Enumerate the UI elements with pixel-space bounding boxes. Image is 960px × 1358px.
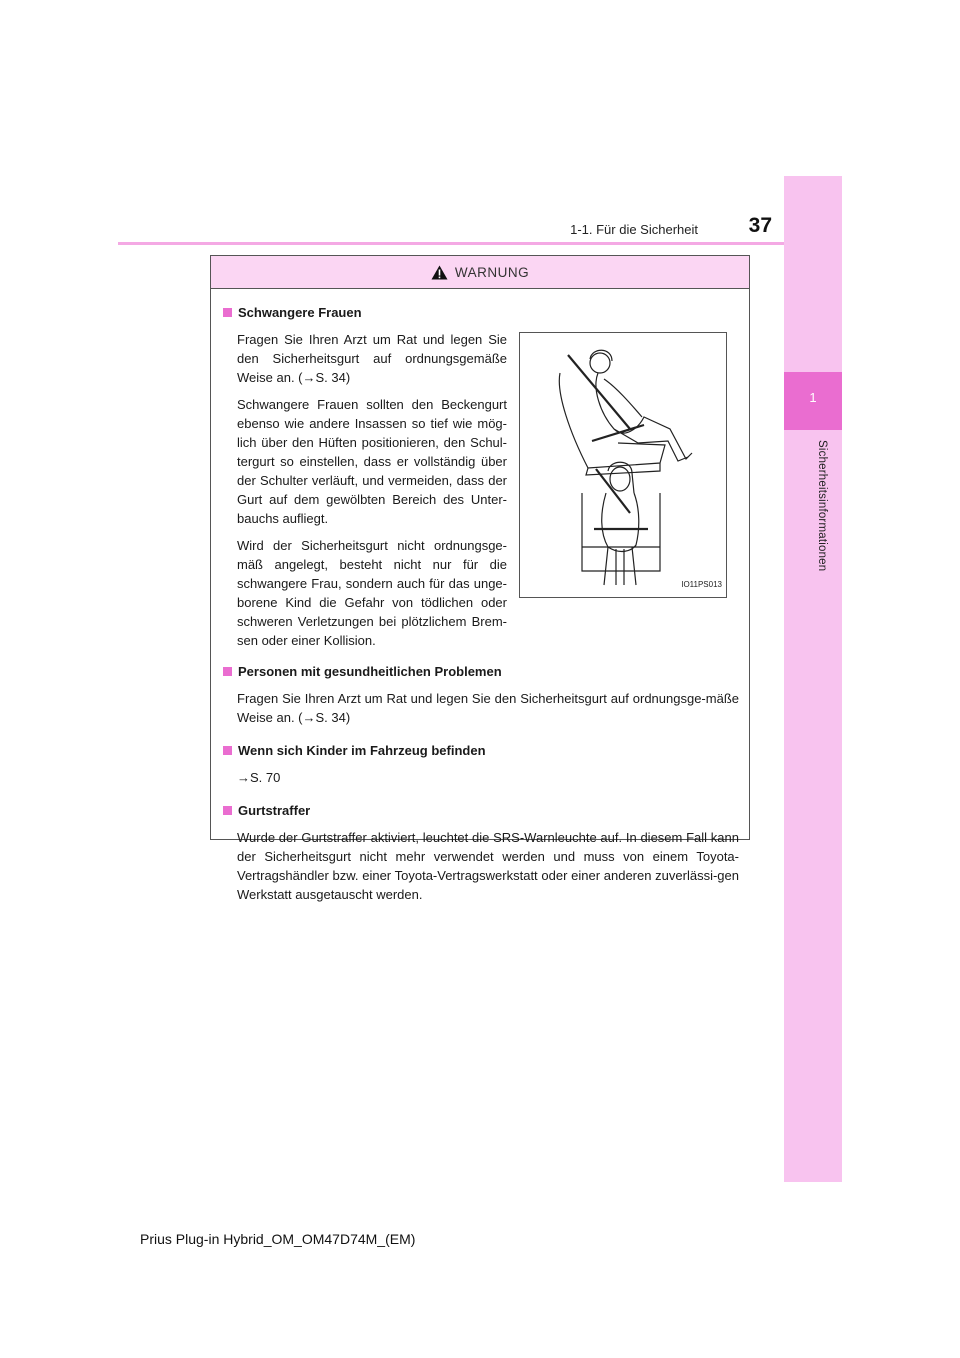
chapter-tab	[784, 176, 842, 1182]
section-children-text: →S. 70	[237, 770, 281, 785]
section-pretensioner-text: Wurde der Gurtstraffer aktiviert, leuchtet die SRS-Warnleuchte auf. In diesem Fall kann der Sicherheitsgurt nicht mehr verwendet werden und muss von einem Toyota-Vertragshändler bzw. einer Toyota-Vertragswerkstatt oder einer anderen zuverlässi-gen Werkstatt ausgetauscht werden.	[237, 830, 739, 902]
page-number: 37	[748, 214, 772, 237]
section-heading-text: Schwangere Frauen	[238, 305, 362, 320]
paragraph: Wird der Sicherheitsgurt nicht ordnungsge-mäß angelegt, besteht nicht nur für die schwangere Frau, sondern auch für das unge-borene Kind die Gefahr von tödlichen oder schweren Verletzungen bei plötzlichem Brem-sen oder einer Kollision.	[237, 538, 507, 648]
pregnant-seatbelt-illustration	[519, 332, 727, 598]
header-divider	[118, 242, 784, 245]
bullet-square-icon	[223, 308, 232, 317]
warning-triangle-icon	[431, 265, 448, 280]
section-heading-pregnant	[223, 303, 739, 322]
bullet-square-icon	[223, 746, 232, 755]
section-heading-text: Wenn sich Kinder im Fahrzeug befinden	[238, 743, 486, 758]
bullet-square-icon	[223, 667, 232, 676]
chapter-number: 1	[809, 390, 817, 405]
seated-woman-illustration-icon	[520, 333, 726, 597]
section-health-text: Fragen Sie Ihren Arzt um Rat und legen Sie den Sicherheitsgurt auf ordnungsge-mäße Weise an. (→S. 34)	[237, 691, 739, 725]
section-heading-text: Personen mit gesundheitlichen Problemen	[238, 664, 502, 679]
figure-code: IO11PS013	[681, 580, 722, 589]
document-footer: Prius Plug-in Hybrid_OM_OM47D74M_(EM)	[140, 1231, 416, 1247]
chapter-label: Sicherheitsinformationen	[816, 440, 828, 572]
section-pregnant-text	[223, 330, 507, 658]
section-heading-pretensioner	[223, 801, 739, 820]
section-heading-text: Gurtstraffer	[238, 803, 311, 818]
warning-header	[211, 256, 749, 289]
paragraph: Fragen Sie Ihren Arzt um Rat und legen Sie den Sicherheitsgurt auf ordnungsgemäße Weise an. (→S. 34)	[237, 332, 507, 385]
bullet-square-icon	[223, 806, 232, 815]
warning-box	[210, 255, 750, 902]
warning-body	[211, 303, 749, 904]
section-heading-children	[223, 741, 739, 760]
paragraph: Schwangere Frauen sollten den Beckengurt ebenso wie andere Insassen so tief wie mög-lich über den Hüften positionieren, den Schul-tergurt so einstellen, dass er vollständig über der Schulter verläuft, und vermeiden, dass der Gurt auf dem gewölbten Bereich des Unter-bauchs aufliegt.	[237, 397, 507, 526]
section-heading-health	[223, 662, 739, 681]
section-pregnant-content	[223, 330, 739, 658]
warning-title: WARNUNG	[454, 264, 530, 280]
section-title: 1-1. Für die Sicherheit	[570, 222, 698, 237]
